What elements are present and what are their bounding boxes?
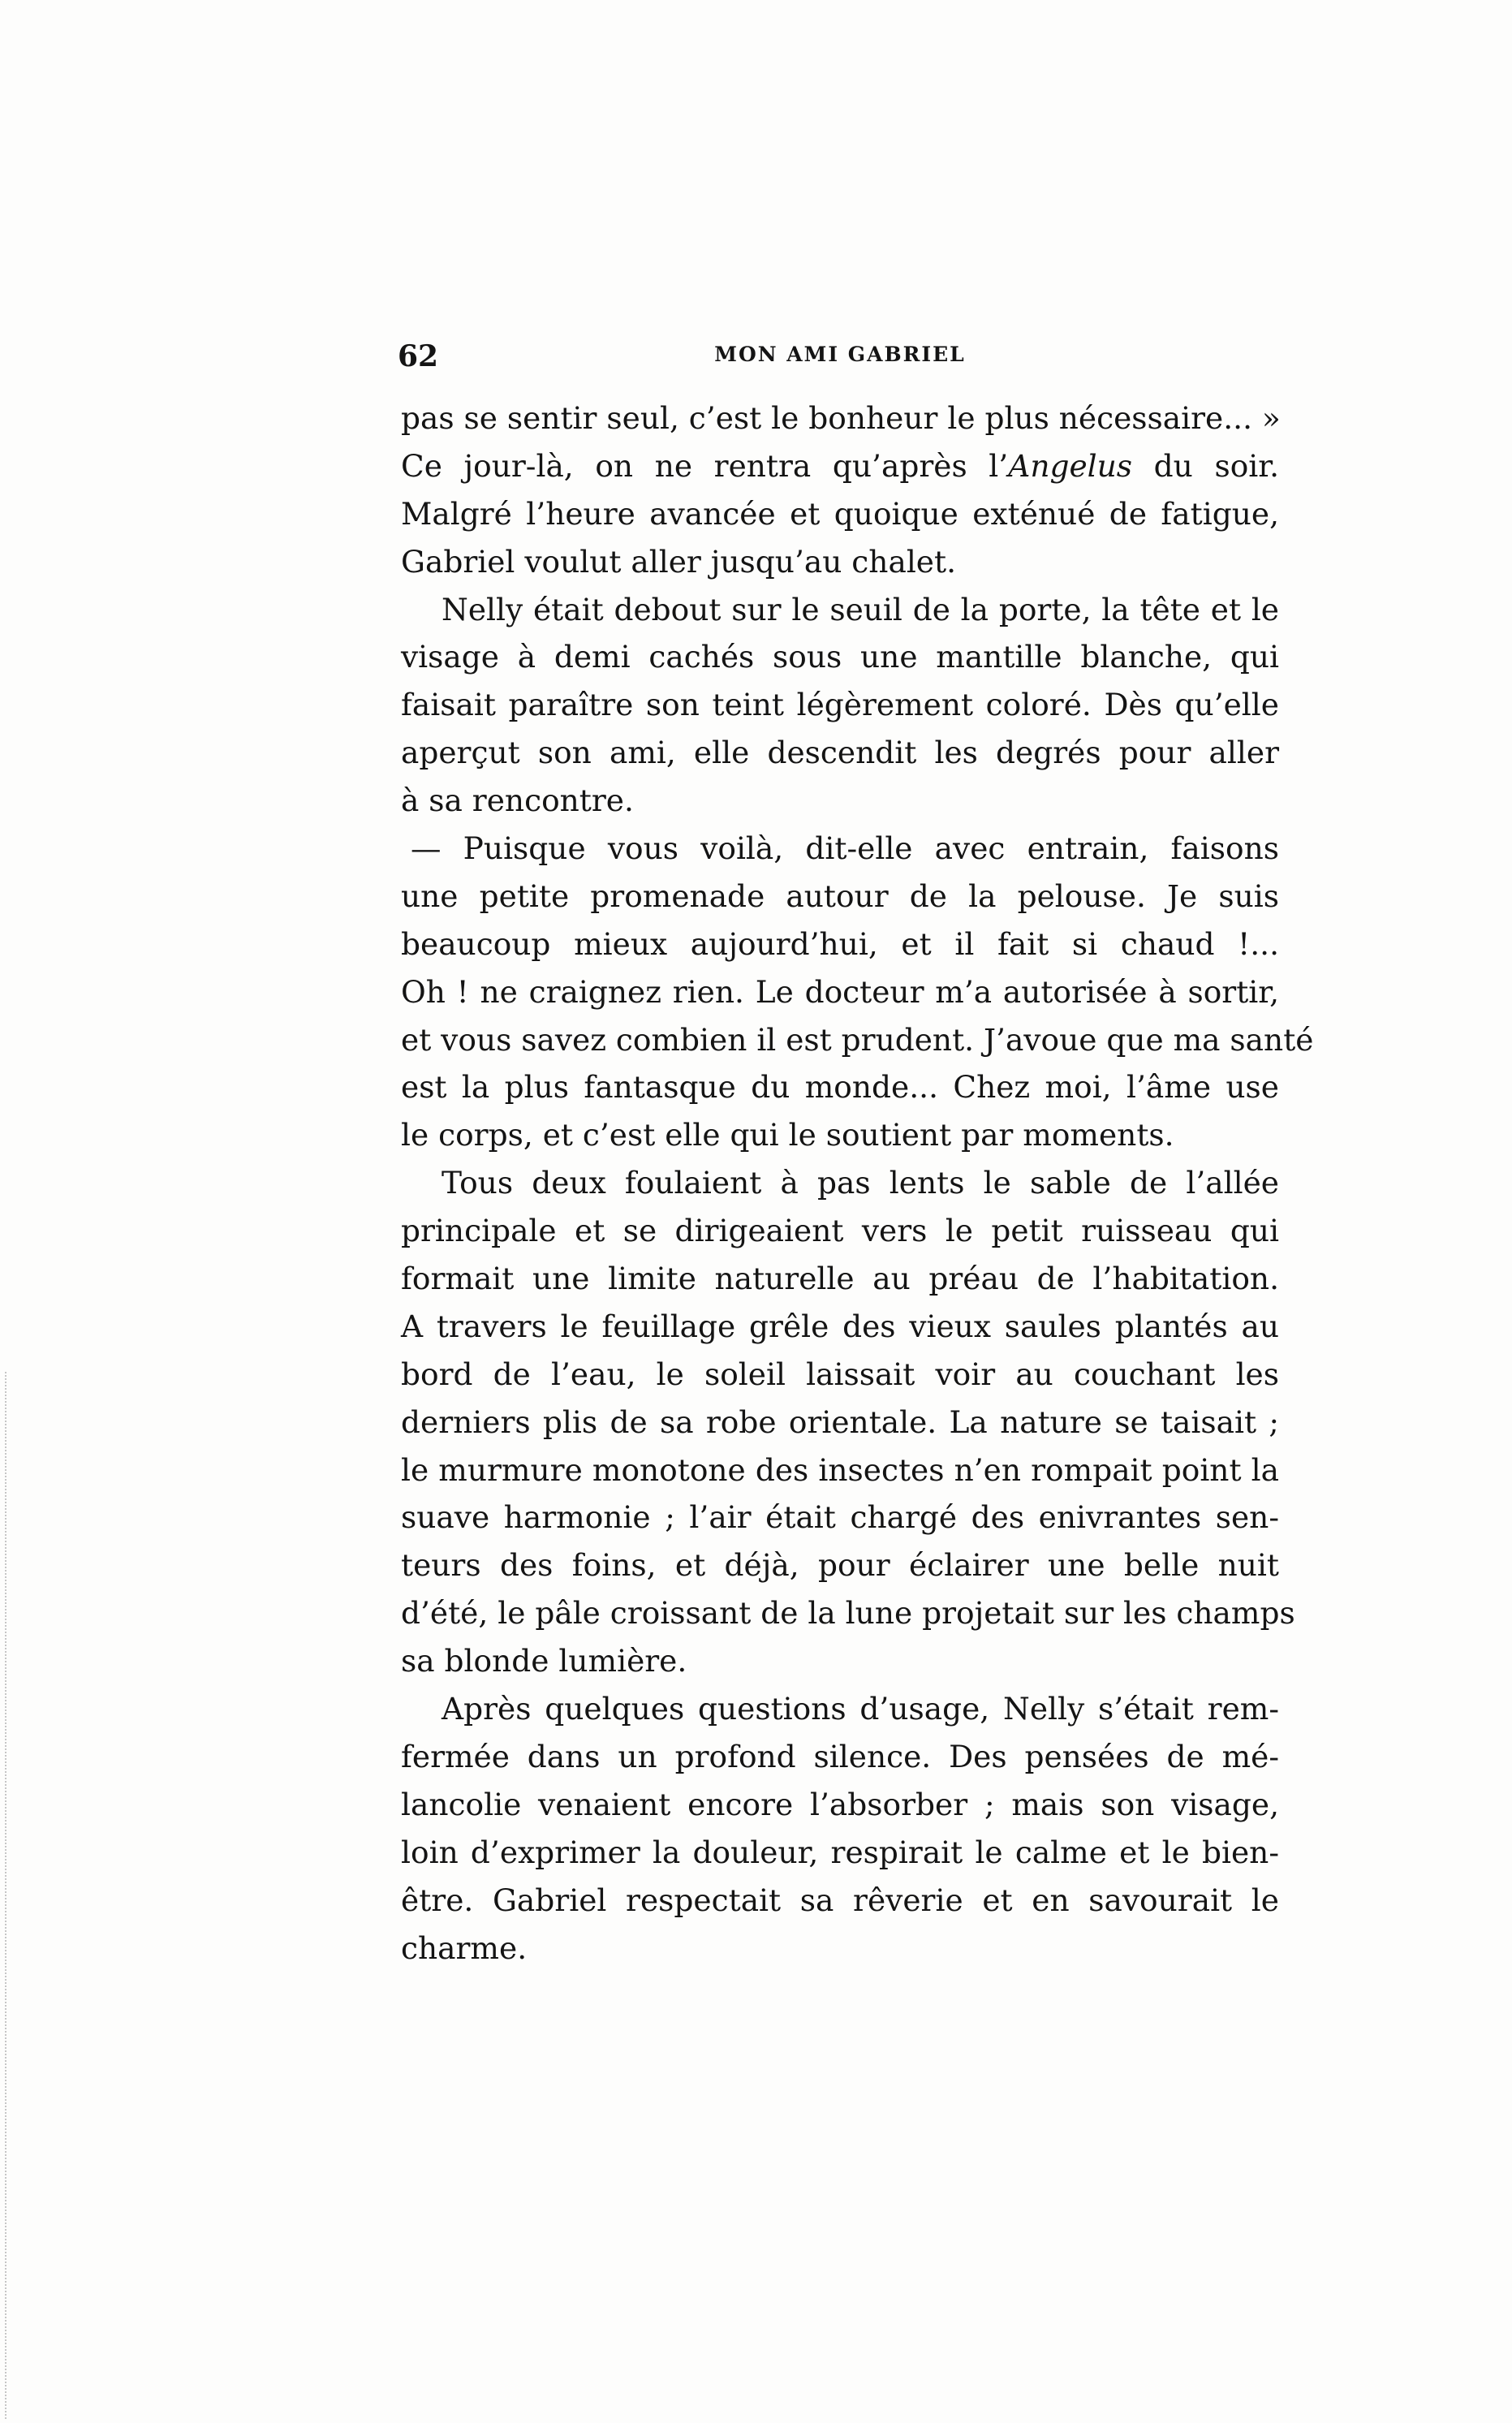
text-line: Gabriel voulut aller jusqu’au chalet. <box>401 543 956 580</box>
text-segment: du soir. <box>1132 447 1279 484</box>
text-line: à sa rencontre. <box>401 783 634 819</box>
text-line: suave harmonie ; l’air était chargé des enivrantes sen- <box>401 1499 1279 1536</box>
body-text <box>401 394 1314 1972</box>
text-line: le corps, et c’est elle qui le soutient par moments. <box>401 1117 1174 1153</box>
text-line: charme. <box>401 1929 528 1966</box>
text-line: faisait paraître son teint légèrement coloré. Dès qu’elle <box>401 687 1279 723</box>
italic-word: Angelus <box>1008 447 1133 484</box>
page-number: 62 <box>398 339 439 373</box>
running-title: MON AMI GABRIEL <box>714 343 966 366</box>
text-line: loin d’exprimer la douleur, respirait le calme et le bien- <box>401 1834 1279 1870</box>
text-line: principale et se dirigeaient vers le petit ruisseau qui <box>401 1213 1279 1249</box>
text-line: d’été, le pâle croissant de la lune projetait sur les champs <box>401 1595 1295 1632</box>
scan-margin-marks <box>5 1372 10 2419</box>
paragraph-start-line: — Puisque vous voilà, dit-elle avec entrain, faisons <box>411 830 1279 867</box>
text-line: teurs des foins, et déjà, pour éclairer une belle nuit <box>401 1547 1279 1584</box>
page-header <box>398 339 1282 382</box>
paragraph-start-line: Tous deux foulaient à pas lents le sable de l’allée <box>442 1165 1279 1201</box>
text-line: beaucoup mieux aujourd’hui, et il fait si chaud !... <box>401 925 1279 962</box>
text-line: Malgré l’heure avancée et quoique exténué de fatigue, <box>401 495 1279 532</box>
text-line <box>401 442 1279 490</box>
text-line: le murmure monotone des insectes n’en rompait point la <box>401 1451 1279 1488</box>
paragraph-start-line: Nelly était debout sur le seuil de la porte, la tête et le <box>442 591 1279 627</box>
text-line: et vous savez combien il est prudent. J’avoue que ma santé <box>401 1021 1314 1058</box>
text-line: être. Gabriel respectait sa rêverie et en savourait le <box>401 1882 1279 1918</box>
text-line: A travers le feuillage grêle des vieux saules plantés au <box>401 1308 1279 1344</box>
text-line: formait une limite naturelle au préau de l’habitation. <box>401 1261 1279 1297</box>
text-line: bord de l’eau, le soleil laissait voir au couchant les <box>401 1356 1279 1392</box>
text-line: une petite promenade autour de la pelouse. Je suis <box>401 877 1279 914</box>
text-line: lancolie venaient encore l’absorber ; mais son visage, <box>401 1786 1279 1822</box>
text-line: sa blonde lumière. <box>401 1643 687 1679</box>
paragraph-start-line: Après quelques questions d’usage, Nelly s’était rem- <box>442 1691 1279 1727</box>
text-segment: Ce jour-là, on ne rentra qu’après l’ <box>401 447 1009 484</box>
text-line: aperçut son ami, elle descendit les degrés pour aller <box>401 735 1279 771</box>
text-line: fermée dans un profond silence. Des pensées de mé- <box>401 1738 1279 1774</box>
text-line: est la plus fantasque du monde... Chez moi, l’âme use <box>401 1069 1279 1106</box>
text-line: pas se sentir seul, c’est le bonheur le plus nécessaire... » <box>401 400 1281 436</box>
text-line: visage à demi cachés sous une mantille blanche, qui <box>401 639 1279 675</box>
text-line: derniers plis de sa robe orientale. La nature se taisait ; <box>401 1403 1279 1440</box>
text-line: Oh ! ne craignez rien. Le docteur m’a autorisée à sortir, <box>401 973 1279 1010</box>
